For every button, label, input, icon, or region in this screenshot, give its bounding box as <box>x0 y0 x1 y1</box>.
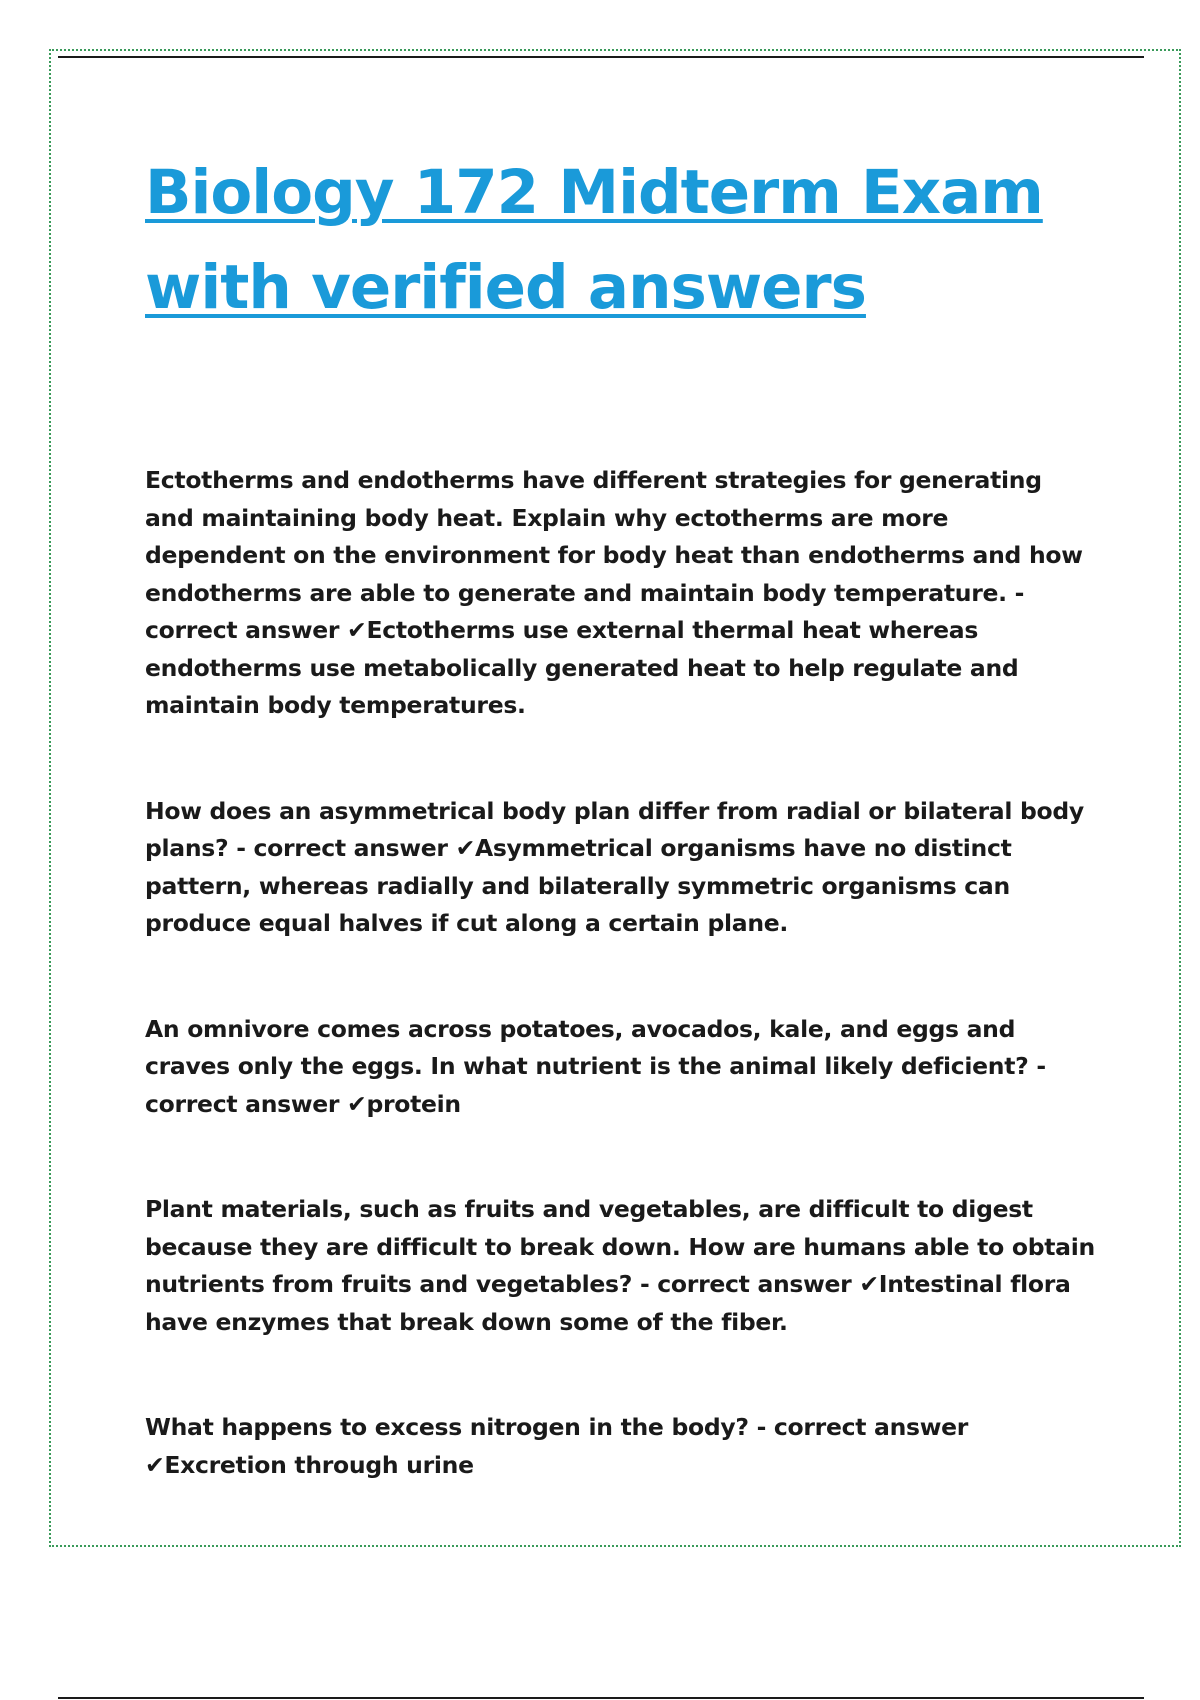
check-icon: ✔ <box>347 1089 367 1118</box>
qa-item <box>145 1011 1095 1124</box>
answer-text: Asymmetrical organisms have no distinct pattern, whereas radially and bilaterally symmetric organisms can produce equal halves if cut along a certain plane. <box>145 834 1012 937</box>
qa-item <box>145 1191 1095 1341</box>
header-rule <box>58 56 1144 58</box>
question-text: An omnivore comes across potatoes, avocados, kale, and eggs and craves only the eggs. In what nutrient is the animal likely deficient? <box>145 1014 1029 1080</box>
question-text: What happens to excess nitrogen in the body? <box>145 1413 749 1441</box>
question-text: How does an asymmetrical body plan differ from radial or bilateral body plans? <box>145 796 1084 862</box>
answer-marker: - correct answer <box>639 1270 852 1298</box>
answer-marker: - correct answer <box>236 834 448 862</box>
qa-list <box>145 462 1095 1552</box>
question-text: Ectotherms and endotherms have different strategies for generating and maintaining body heat. Explain why ectotherms are more dependent on the environment for body heat than endotherms and how endotherms are able to generate and maintain body temperature. <box>145 466 1083 607</box>
answer-text: protein <box>366 1089 461 1118</box>
qa-item <box>145 1409 1095 1484</box>
check-icon: ✔ <box>455 834 475 862</box>
answer-text: Excretion through urine <box>164 1450 474 1479</box>
check-icon: ✔ <box>347 616 367 644</box>
answer-text: Intestinal flora have enzymes that break down some of the fiber. <box>145 1270 1071 1336</box>
question-text: Plant materials, such as fruits and vegetables, are difficult to digest because they are difficult to break down. How are humans able to obtain nutrients from fruits and vegetables? <box>145 1195 1095 1298</box>
answer-marker: - correct answer <box>756 1413 969 1441</box>
page-title: Biology 172 Midterm Exam with verified answers <box>145 157 1043 323</box>
answer-text: Ectotherms use external thermal heat whereas endotherms use metabolically generated heat to help regulate and maintain body temperatures. <box>145 616 1019 719</box>
check-icon: ✔ <box>145 1450 165 1479</box>
footer-rule <box>58 1697 1144 1699</box>
qa-item <box>145 793 1095 943</box>
answer-marker: - correct answer <box>145 578 1025 644</box>
qa-item <box>145 462 1095 725</box>
check-icon: ✔ <box>859 1270 879 1298</box>
answer-marker: - correct answer <box>145 1052 1046 1118</box>
